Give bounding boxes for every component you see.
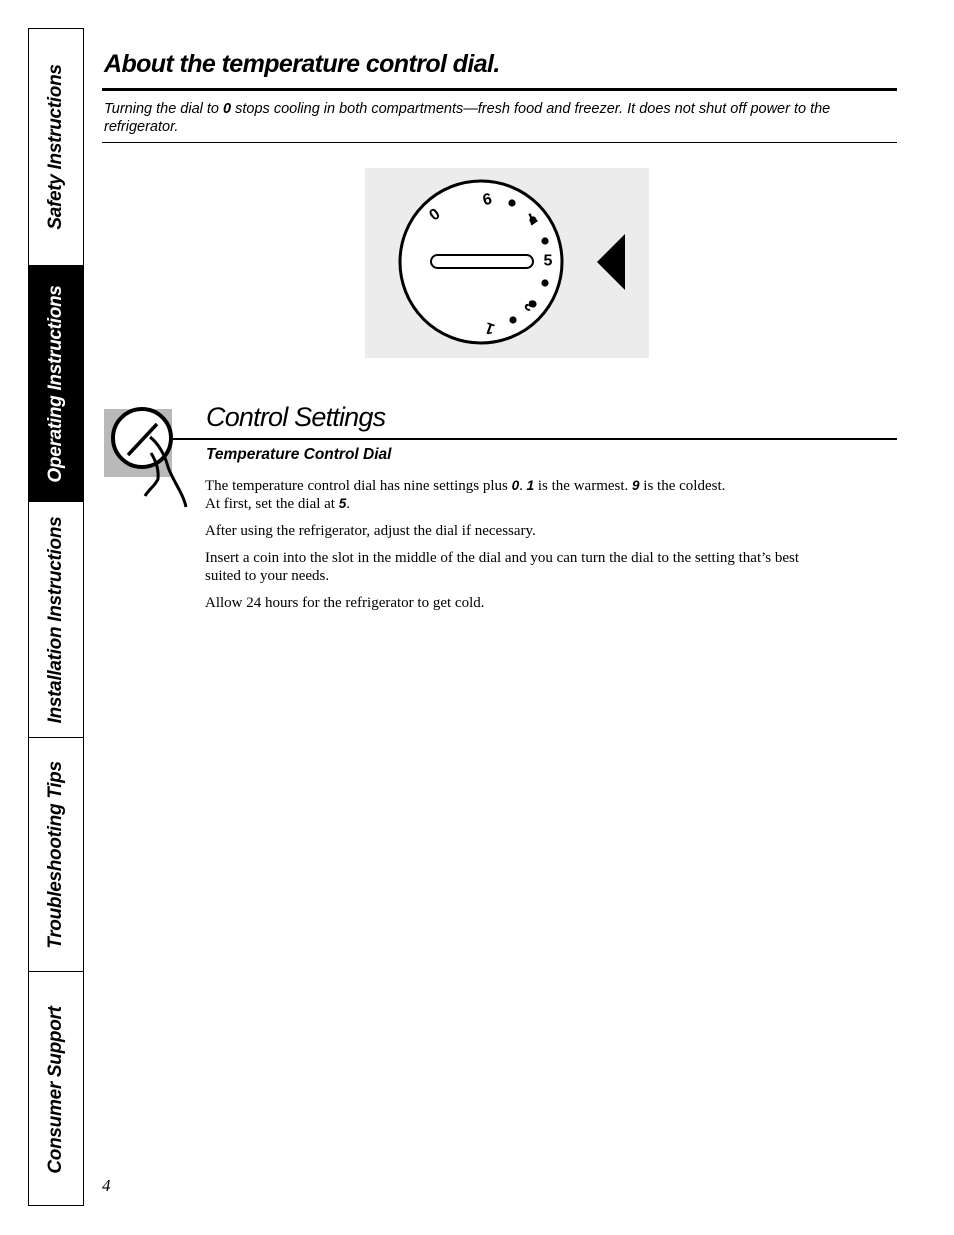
dial-label-9: 9	[480, 188, 494, 208]
dial-dot	[509, 316, 516, 323]
tab-operating-instructions[interactable]	[29, 265, 83, 501]
tab-installation-instructions[interactable]	[29, 501, 83, 737]
intro-text	[104, 100, 894, 136]
text-run: .	[519, 478, 527, 494]
intro-text-end: stops cooling in both compartments—fresh food and freezer. It does not shut off power to the refrigerator.	[104, 101, 831, 135]
text-run: The temperature control dial has nine settings plus	[205, 478, 512, 494]
dial-label-0: 0	[426, 205, 444, 225]
dial-label-5: 5	[543, 252, 553, 270]
paragraph-adjust: After using the refrigerator, adjust the dial if necessary.	[205, 523, 536, 539]
section-subhead: Temperature Control Dial	[206, 446, 392, 463]
dial-graphic	[365, 168, 649, 358]
paragraph-settings	[205, 477, 845, 513]
paragraph-coin: Insert a coin into the slot in the middle of the dial and you can turn the dial to the setting that’s best suited to your needs.	[205, 550, 800, 584]
section-tabs	[28, 28, 84, 1206]
dial-label-7: 7	[522, 208, 540, 228]
dial-dot	[541, 279, 548, 286]
tab-label: Installation Instructions	[45, 516, 66, 723]
text-run: .	[346, 496, 350, 512]
dial-label-3: 3	[521, 296, 541, 314]
text-run: is the warmest.	[534, 478, 633, 494]
setting-value: 9	[632, 478, 640, 493]
dial-dot	[541, 237, 548, 244]
setting-value: 1	[526, 478, 535, 493]
tab-label: Safety Instructions	[45, 64, 66, 230]
tab-safety-instructions[interactable]	[29, 29, 83, 265]
tab-consumer-support[interactable]	[29, 971, 83, 1207]
tab-label: Consumer Support	[45, 1005, 66, 1174]
hand-turning-dial-icon	[103, 393, 189, 520]
setting-value: 5	[338, 496, 347, 511]
page-title: About the temperature control dial.	[104, 50, 500, 78]
dial-label-1: 1	[482, 318, 498, 338]
paragraph-wait: Allow 24 hours for the refrigerator to get cold.	[205, 595, 485, 611]
dial-dot	[508, 199, 515, 206]
text-run: is the coldest.	[639, 478, 726, 494]
text-run: At first, set the dial at	[205, 496, 339, 512]
tab-label: Troubleshooting Tips	[45, 760, 66, 949]
tab-label: Operating Instructions	[45, 284, 66, 483]
section-title: Control Settings	[206, 402, 386, 432]
intro-setting-zero: 0	[223, 101, 232, 117]
intro-text-start: Turning the dial to	[104, 101, 224, 117]
temperature-dial-illustration	[365, 168, 649, 358]
page-number: 4	[102, 1176, 111, 1195]
section-divider	[172, 438, 897, 440]
setting-value: 0	[511, 478, 520, 493]
pointer-arrow-icon	[597, 234, 625, 290]
tab-troubleshooting-tips[interactable]	[29, 737, 83, 971]
title-divider	[102, 88, 897, 91]
intro-divider	[102, 142, 897, 143]
coin-slot	[431, 255, 533, 268]
